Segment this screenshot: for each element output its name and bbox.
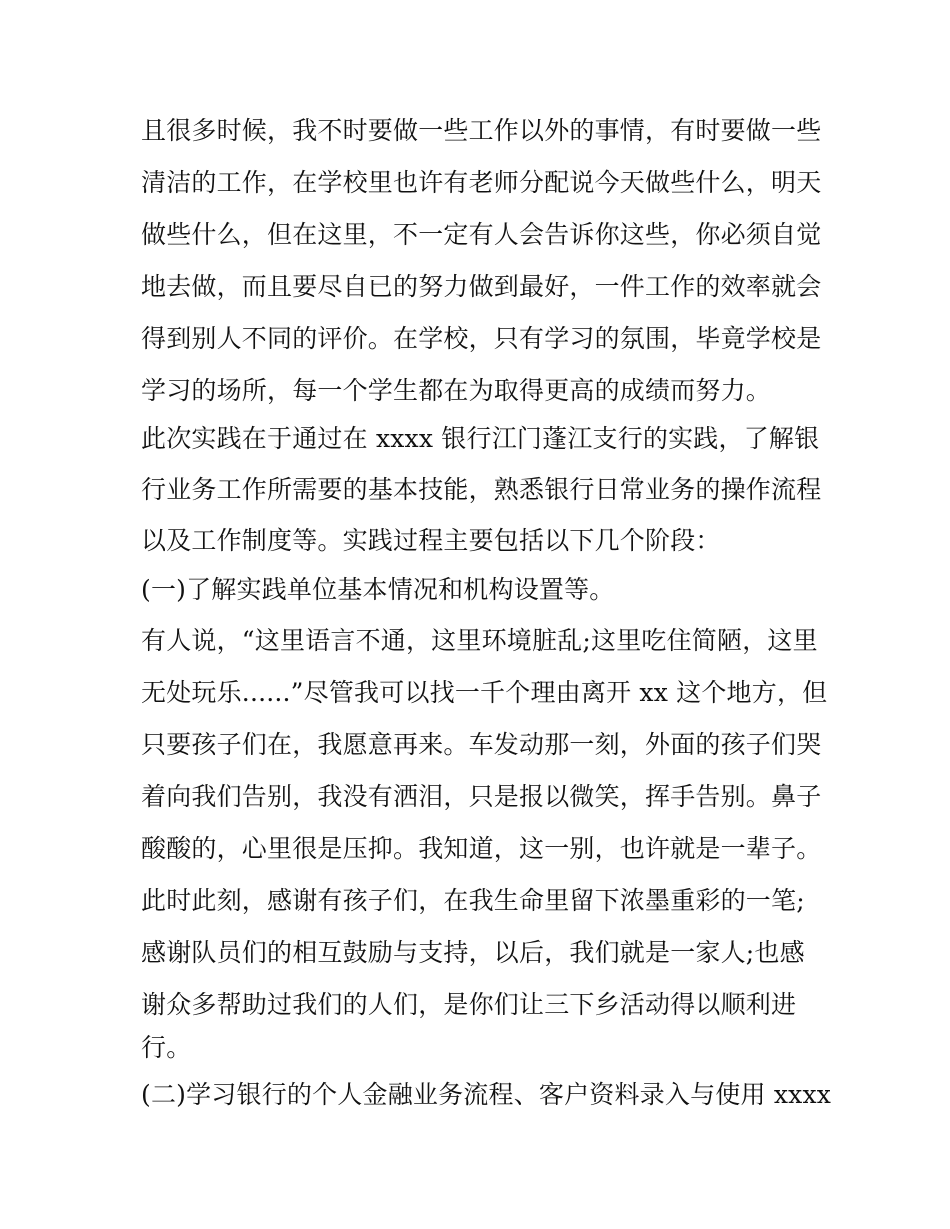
text-line: 行。 (141, 1033, 192, 1062)
text-line: (一)了解实践单位基本情况和机构设置等。 (141, 575, 615, 604)
text-line: 此次实践在于通过在 xxxx 银行江门蓬江支行的实践，了解银 (141, 424, 820, 453)
text-line: 以及工作制度等。实践过程主要包括以下几个阶段： (141, 526, 721, 555)
text-line: 无处玩乐......”尽管我可以找一千个理由离开 xx 这个地方，但 (141, 678, 828, 707)
text-line: 行业务工作所需要的基本技能，熟悉银行日常业务的操作流程 (141, 475, 822, 504)
text-line: (二)学习银行的个人金融业务流程、客户资料录入与使用 xxxx (141, 1080, 832, 1109)
text-line: 且很多时候，我不时要做一些工作以外的事情，有时要做一些 (141, 116, 822, 145)
text-line: 只要孩子们在，我愿意再来。车发动那一刻，外面的孩子们哭 (141, 730, 822, 759)
text-line: 谢众多帮助过我们的人们，是你们让三下乡活动得以顺利进 (141, 990, 797, 1019)
text-line: 有人说，“这里语言不通，这里环境脏乱;这里吃住简陋，这里 (141, 626, 818, 655)
text-line: 此时此刻，感谢有孩子们，在我生命里留下浓墨重彩的一笔; (141, 886, 805, 915)
text-line: 地去做，而且要尽自已的努力做到最好，一件工作的效率就会 (141, 272, 822, 301)
text-line: 感谢队员们的相互鼓励与支持，以后，我们就是一家人;也感 (141, 938, 805, 967)
text-line: 得到别人不同的评价。在学校，只有学习的氛围，毕竟学校是 (141, 324, 822, 353)
text-line: 学习的场所，每一个学生都在为取得更高的成绩而努力。 (141, 376, 772, 405)
text-line: 清洁的工作，在学校里也许有老师分配说今天做些什么，明天 (141, 168, 822, 197)
text-line: 酸酸的，心里很是压抑。我知道，这一别，也许就是一辈子。 (141, 834, 822, 863)
text-line: 做些什么，但在这里，不一定有人会告诉你这些，你必须自觉 (141, 220, 822, 249)
text-line: 着向我们告别，我没有洒泪，只是报以微笑，挥手告别。鼻子 (141, 782, 822, 811)
